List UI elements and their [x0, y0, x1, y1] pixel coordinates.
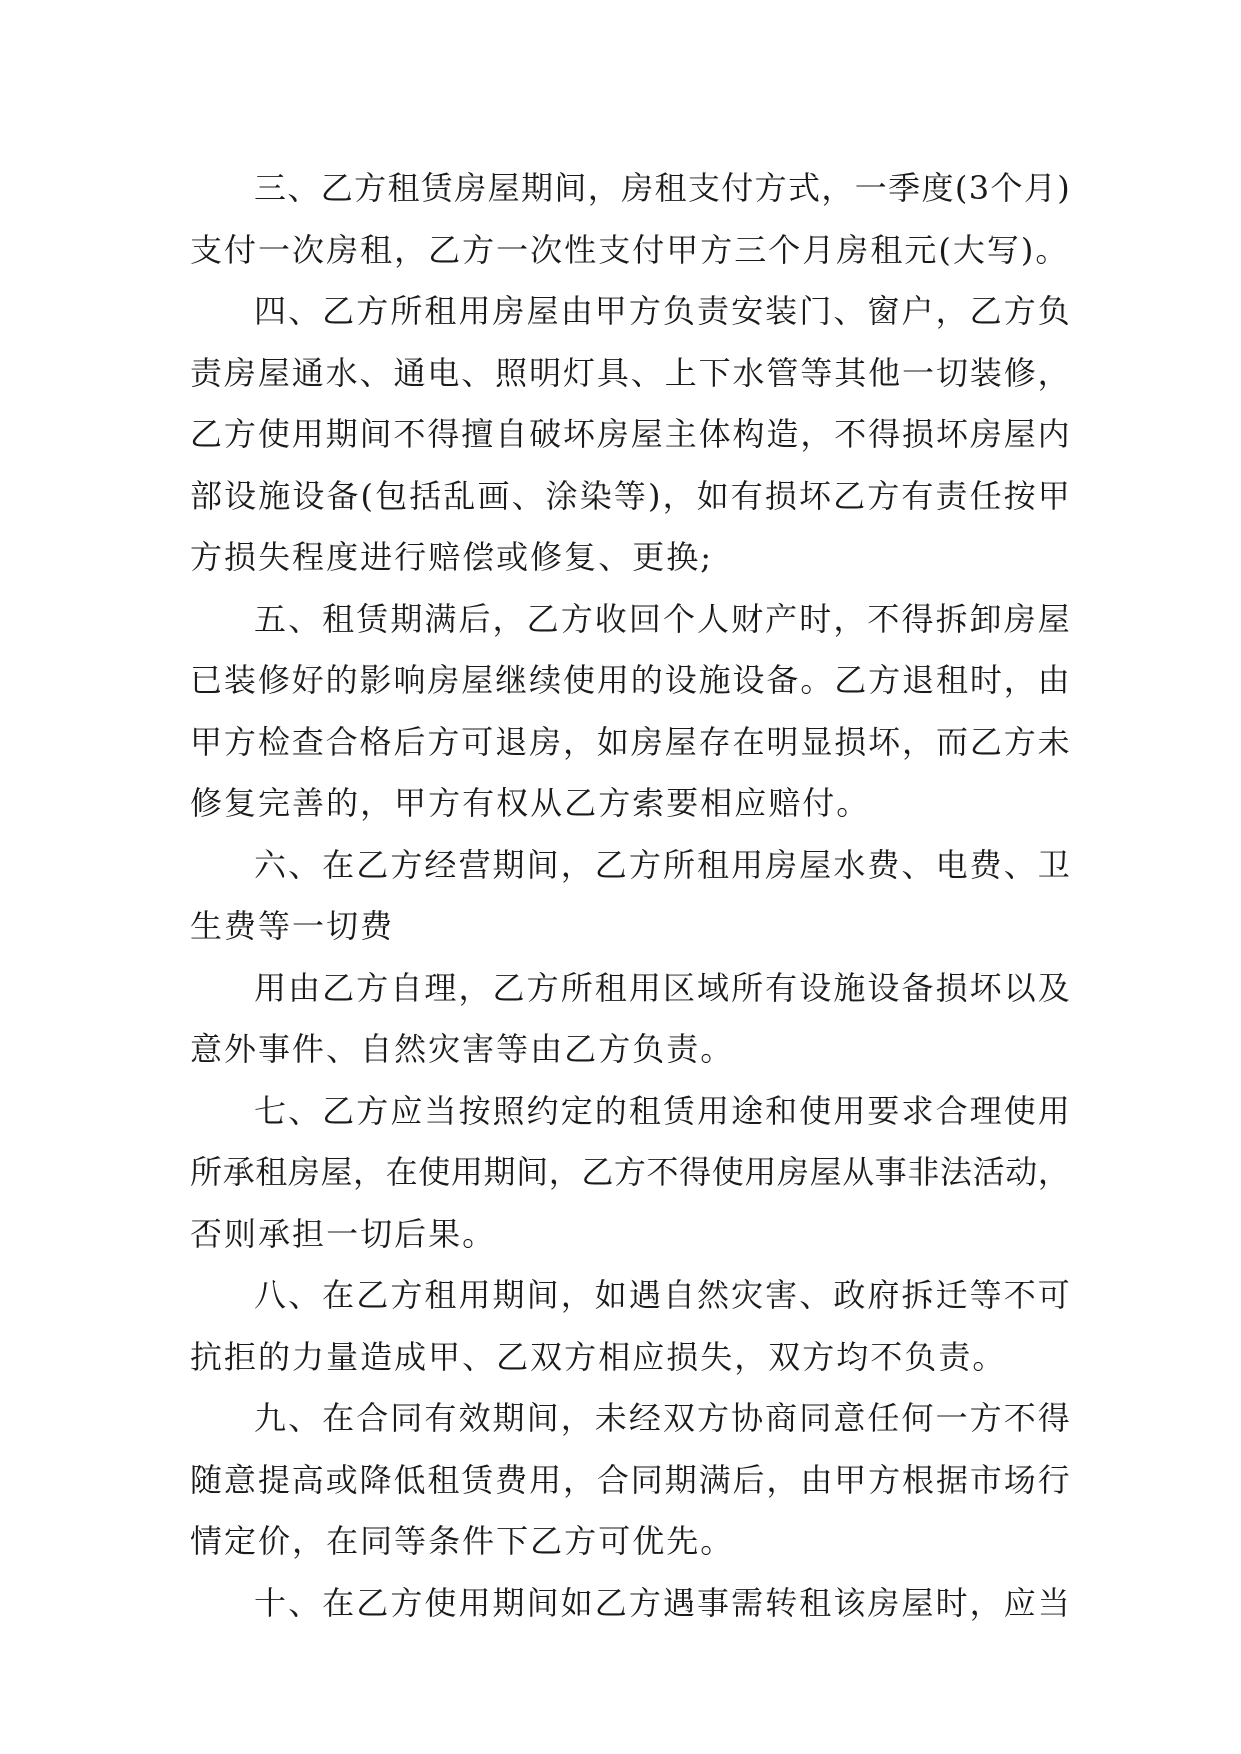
document-line: 三 、 乙 方 租 赁 房 屋 期 间 ， 房 租 支 付 方 式 ， 一 季 度 ( 3 个 月 ) [254, 169, 1070, 207]
document-body [190, 158, 1070, 1634]
document-line: 用 由 乙 方 自 理 ， 乙 方 所 租 用 区 域 所 有 设 施 设 备 损 坏 以 及 [254, 968, 1070, 1007]
document-line: 支 付 一 次 房 租 ， 乙 方 一 次 性 支 付 甲 方 三 个 月 房 租 元 ( 大 写 ) 。 [190, 230, 1068, 269]
document-line: 部 设 施 设 备 ( 包 括 乱 画 、 涂 染 等 ) ， 如 有 损 坏 乙 方 有 责 任 按 甲 [190, 476, 1070, 515]
document-line: 七 、 乙 方 应 当 按 照 约 定 的 租 赁 用 途 和 使 用 要 求 合 理 使 用 [254, 1091, 1070, 1130]
document-line: 方 损 失 程 度 进 行 赔 偿 或 修 复 、 更 换 ; [190, 538, 712, 576]
document-line: 修 复 完 善 的 ， 甲 方 有 权 从 乙 方 索 要 相 应 赔 付 。 [190, 784, 869, 822]
document-line: 所 承 租 房 屋 ， 在 使 用 期 间 ， 乙 方 不 得 使 用 房 屋 从 事 非 法 活 动 ， [190, 1153, 1070, 1191]
document-line: 责 房 屋 通 水 、 通 电 、 照 明 灯 具 、 上 下 水 管 等 其 他 一 切 装 修 ， [190, 353, 1070, 392]
document-line: 九 、 在 合 同 有 效 期 间 ， 未 经 双 方 协 商 同 意 任 何 一 方 不 得 [254, 1399, 1070, 1437]
document-line: 乙 方 使 用 期 间 不 得 擅 自 破 坏 房 屋 主 体 构 造 ， 不 得 损 坏 房 屋 内 [190, 415, 1070, 453]
document-line: 八 、 在 乙 方 租 用 期 间 ， 如 遇 自 然 灾 害 、 政 府 拆 迁 等 不 可 [254, 1276, 1070, 1314]
document-line: 甲 方 检 查 合 格 后 方 可 退 房 ， 如 房 屋 存 在 明 显 损 坏 ， 而 乙 方 未 [190, 722, 1070, 761]
document-line: 四 、 乙 方 所 租 用 房 屋 由 甲 方 负 责 安 装 门 、 窗 户 ， 乙 方 负 [254, 292, 1070, 330]
document-line: 意 外 事 件 、 自 然 灾 害 等 由 乙 方 负 责 。 [190, 1030, 733, 1068]
document-line: 六 、 在 乙 方 经 营 期 间 ， 乙 方 所 租 用 房 屋 水 费 、 电 费 、 卫 [254, 845, 1070, 884]
document-line: 抗 拒 的 力 量 造 成 甲 、 乙 双 方 相 应 损 失 ， 双 方 均 不 负 责 。 [190, 1337, 1005, 1376]
document-line: 生 费 等 一 切 费 [190, 907, 393, 945]
document-line: 否 则 承 担 一 切 后 果 。 [190, 1214, 495, 1253]
document-line: 五 、 租 赁 期 满 后 ， 乙 方 收 回 个 人 财 产 时 ， 不 得 拆 卸 房 屋 [254, 599, 1070, 638]
document-line: 已 装 修 好 的 影 响 房 屋 继 续 使 用 的 设 施 设 备 。 乙 方 退 租 时 ， 由 [190, 661, 1070, 699]
document-line: 随 意 提 高 或 降 低 租 赁 费 用 ， 合 同 期 满 后 ， 由 甲 方 根 据 市 场 行 [190, 1460, 1070, 1499]
document-line: 情 定 价 ， 在 同 等 条 件 下 乙 方 可 优 先 。 [190, 1522, 733, 1560]
document-line: 十 、 在 乙 方 使 用 期 间 如 乙 方 遇 事 需 转 租 该 房 屋 时 ， 应 当 [254, 1583, 1070, 1622]
